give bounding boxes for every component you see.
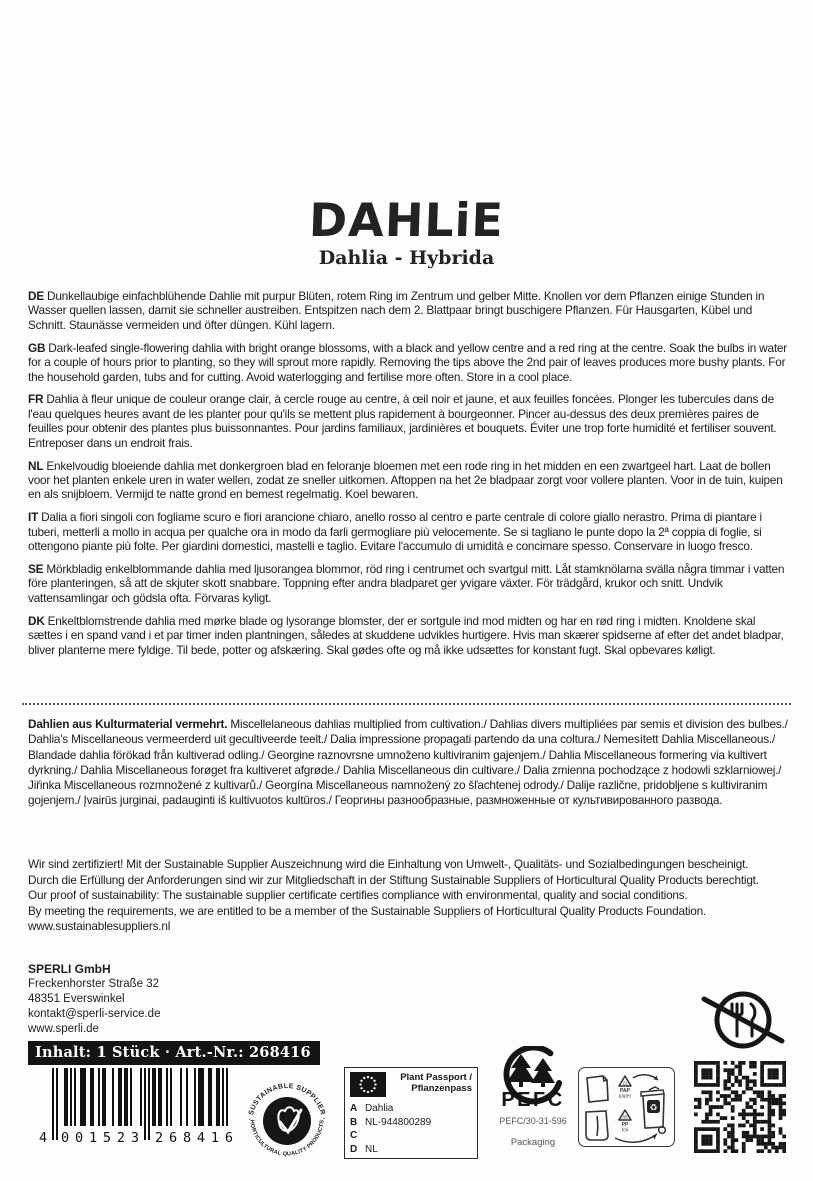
packaging-disposal-icons <box>579 1068 673 1145</box>
certification-website: www.sustainablesuppliers.nl <box>28 919 171 933</box>
lang-code-it: IT <box>28 510 39 525</box>
description-gb <box>28 341 790 384</box>
propagation-text: Miscellelaneous dahlias multiplied from cultivation./ Dahlias divers multipliées par semis et division des bulbes./ Dahlia's Miscellaneous vermeerderd uit gecultiveerde teelt./ Dalia impressione propagati partendo da una coltura./ Nemesített Dahlia Miscellaneous./ Blandade dahlia förökad från kultiverad odling./ Georgine raznovrsne umnoženo kultiviranim gajenjem./ Dahlia Miscellaneous formering via kultivert dyrkning./ Dahlia Miscellaneous forøget fra kultiveret afgrøde./ Dahlia Miscellaneous din cultivare./ Dalia zmienna pochodzące z hodowli szklarniowej./ Jiřinka Miscellaneous rozmnožené z kultivarů./ Georgína Miscellaneous namnožený zo šľachtenej odrody./ Dalije različne, pridobljene s kultiviranim gojenjem./ Įvairūs jurginai, padauginti iš kultivuotos kultūros./ Георгины разнообразные, размноженные от культивированного развода. <box>28 717 788 808</box>
eu-flag-icon <box>350 1072 386 1097</box>
recycle-triangle-paper <box>619 1076 632 1100</box>
sustainable-supplier-logo-icon <box>243 1077 331 1165</box>
certification-note <box>28 857 790 935</box>
certification-line: Our proof of sustainability: The sustainable supplier certificate certifies compliance with environmental, quality and social conditions. <box>28 888 688 902</box>
svg-text:4: 4 <box>38 1130 48 1146</box>
pefc-certification <box>480 1046 586 1148</box>
foil-pouch-icon <box>586 1111 608 1140</box>
description-text-gb: Dark-leafed single-flowering dahlia with bright orange blossoms, with a black and yellow centre and a red ring at the centre. Soak the bulbs in water for a couple of hours prior to planting, so they will sprout more rapidly. Removing the tips above the 2nd pair of leaves produces more bushy plants. For the household garden, tubs and for cutting. Avoid waterlogging and fertilise more often. Store in a cool place. <box>28 340 788 384</box>
pefc-packaging-label: Packaging <box>510 1137 556 1148</box>
description-text-se: Mörkbladig enkelblommande dahlia med ljusorangea blommor, röd ring i centrumet och svartgul mitt. Låt stamknölarna svälla några timmar i vatten före planteringen, så att de skjuter skott snabbare. Toppning efter andra bladparet ger yvigare växter. För trädgård, krukor och snitt. Undvik vattensamlingar och gödsla ofta. Förvaras kyligt. <box>28 562 785 605</box>
company-address <box>28 962 160 1037</box>
plant-passport-header <box>350 1072 472 1097</box>
dotted-divider <box>22 703 791 705</box>
address-city: 48351 Everswinkel <box>28 993 125 1005</box>
certification-line: Durch die Erfüllung der Anforderungen sind wir zur Mitgliedschaft in der Stiftung Sustainable Suppliers of Horticultural Quality Products berechtigt. <box>28 872 759 887</box>
svg-text:paper: paper <box>618 1093 632 1100</box>
svg-text:21: 21 <box>622 1080 628 1086</box>
plant-passport-box <box>344 1067 478 1159</box>
propagation-lead: Dahlien aus Kulturmaterial vermehrt. <box>28 717 228 731</box>
barcode-graphic <box>36 1068 244 1146</box>
svg-text:268416: 268416 <box>155 1130 233 1146</box>
content-article-number-box: Inhalt: 1 Stück · Art.-Nr.: 268416 <box>28 1041 320 1065</box>
knife-icon <box>751 1004 755 1036</box>
ean-barcode <box>36 1068 244 1146</box>
paper-sheet-icon <box>587 1076 608 1102</box>
certification-line: Wir sind zertifiziert! Mit der Sustainable Supplier Auszeichnung wird die Einhaltung von Umwelt-, Qualitäts- und Sozialbedingungen bescheinigt. <box>28 857 749 871</box>
propagation-note <box>28 717 790 809</box>
description-nl <box>28 459 790 502</box>
passport-row-b: B NL-944800289 <box>350 1116 432 1128</box>
title-block <box>0 193 813 270</box>
svg-text:PAP: PAP <box>620 1088 630 1094</box>
lang-code-dk: DK <box>28 613 45 628</box>
description-dk <box>28 614 790 657</box>
badge-inner-disc <box>263 1097 311 1145</box>
description-fr <box>28 392 790 450</box>
svg-text:PP: PP <box>621 1122 629 1128</box>
address-street: Freckenhorster Straße 32 <box>28 978 160 990</box>
lang-code-se: SE <box>28 562 44 576</box>
page-title: DAHLiE <box>308 193 505 247</box>
page-subtitle: Dahlia - Hybrida <box>318 247 495 270</box>
description-de <box>28 289 790 332</box>
address-email: kontakt@sperli-service.de <box>28 1008 161 1020</box>
svg-text:05: 05 <box>622 1114 628 1120</box>
pefc-logo-icon <box>481 1046 585 1110</box>
description-se <box>28 562 790 605</box>
lang-code-nl: NL <box>28 458 44 473</box>
certification-line: By meeting the requirements, we are entitled to be a member of the Sustainable Suppliers of Horticultural Quality Products Foundation. <box>28 903 707 918</box>
address-website: www.sperli.de <box>28 1023 99 1035</box>
passport-row-d: D NL <box>350 1143 378 1155</box>
description-text-nl: Enkelvoudig bloeiende dahlia met donkergroen blad en feloranje bloemen met een rode ring in het midden en een zwartgeel hart. Laat de bollen voor het planten enkele uren in water wellen, zodat ze sneller uitkomen. Aftoppen na het 2e bladpaar zorgt voor vollere planten. Voor in de tuin, kuipen en als snijbloem. Vermijd te natte grond en bemest regelmatig. Koel bewaren. <box>28 458 783 502</box>
description-it <box>28 510 790 553</box>
recycle-bin-icon <box>641 1087 665 1133</box>
lang-code-gb: GB <box>28 340 46 355</box>
passport-row-c: C <box>350 1130 358 1141</box>
pefc-license-number: PEFC/30-31-596 <box>499 1116 567 1126</box>
plant-passport-title: Plant Passport / Pflanzenpass <box>400 1072 472 1094</box>
lang-code-de: DE <box>28 289 44 303</box>
qr-code-graphic <box>694 1061 786 1153</box>
svg-text:foil: foil <box>621 1127 629 1134</box>
company-name: SPERLI GmbH <box>28 962 111 976</box>
passport-row-a: A Dahlia <box>350 1103 394 1114</box>
svg-text:PEFC: PEFC <box>501 1089 565 1110</box>
description-text-dk: Enkeltblomstrende dahlia med mørke blade og lysorange blomster, der er sortgule ind mod midten og har en rød ring i midten. Knoldene skal sættes i en spand vand i et par timer inden plantningen, således at skuddene udvikles hurtigere. Hvis man skærer spidserne af efter det andet bladpar, bliver planterne mere fyldige. Til bede, potter og afskæring. Skal gødes ofte og må ikke udsættes for konstant fugt. Skal opbevares køligt. <box>28 613 784 657</box>
qr-code <box>694 1061 786 1158</box>
lang-code-fr: FR <box>28 392 44 407</box>
packaging-disposal-box <box>578 1067 675 1147</box>
svg-text:001523: 001523 <box>61 1130 139 1146</box>
description-text-it: Dalia a fiori singoli con fogliame scuro e fiori arancione chiaro, anello rosso al centro e parte centrale di colore giallo nerastro. Prima di piantare i tuberi, metterli a mollo in acqua per qualche ora in modo da farli germogliare più velocemente. Se si tagliano le punte dopo la 2ª coppia di foglie, si ottengono piante più folte. Per giardini domestici, mastelli e taglio. Evitare l'accumulo di umidità e concimare spesso. Conservare in luogo fresco. <box>28 510 762 554</box>
not-for-consumption-icon <box>698 983 786 1062</box>
crossed-cutlery-icon <box>698 983 786 1057</box>
description-text-de: Dunkellaubige einfachblühende Dahlie mit purpur Blüten, rotem Ring im Zentrum und gelber Mitte. Knollen vor dem Pflanzen einige Stunden in Wasser quellen lassen, damit sie schneller austreiben. Entspitzen nach dem 2. Blattpaar bringt buschigere Pflanzen. Für Hausgarten, Kübel und Schnitt. Staunässe vermeiden und öfter düngen. Kühl lagern. <box>28 289 765 332</box>
sustainable-supplier-badge <box>243 1077 331 1170</box>
svg-text:· SUSTAINABLE SUPPLIER ·: · SUSTAINABLE SUPPLIER · <box>247 1082 327 1121</box>
description-paragraphs <box>28 289 790 665</box>
svg-text:HORTICULTURAL QUALITY PRODUCTS: HORTICULTURAL QUALITY PRODUCTS <box>248 1119 326 1158</box>
plant-passport-rows <box>350 1102 472 1156</box>
recycle-triangle-foil <box>619 1110 631 1134</box>
svg-text:♻: ♻ <box>649 1102 658 1113</box>
description-text-fr: Dahlia à fleur unique de couleur orange clair, à cercle rouge au centre, à œil noir et jaune, et aux feuilles foncées. Plonger les tubercules dans de l'eau quelques heures avant de les planter pour qu'ils se mettent plus rapidement à bourgeonner. Pincer au-dessus des deux premières paires de feuilles pour obtenir des plantes plus buissonnantes. Pour jardins familiaux, jardinières et bouquets. Éviter une trop forte humidité et fertiliser souvent. Entreposer dans un endroit frais. <box>28 392 777 450</box>
